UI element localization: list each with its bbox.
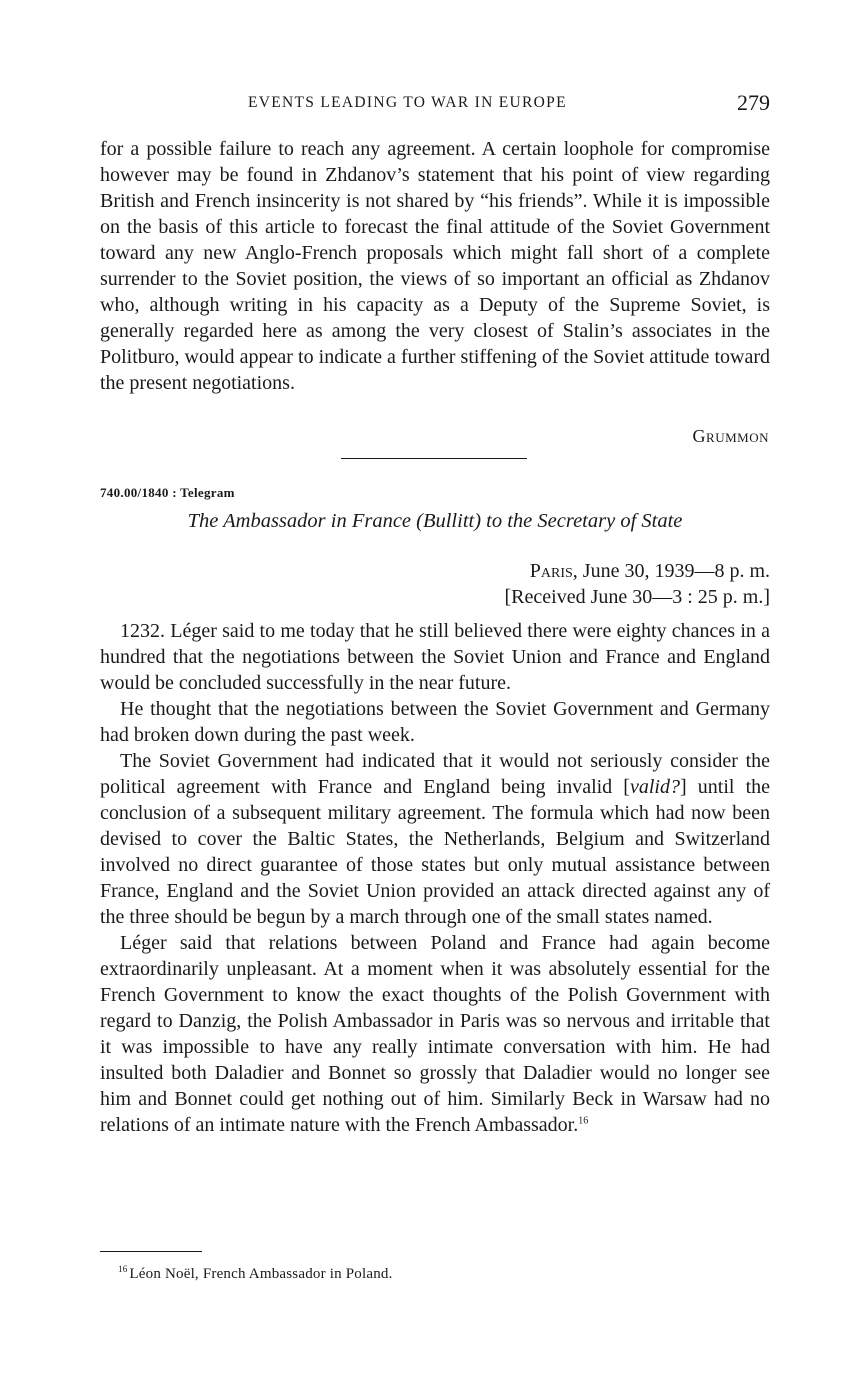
body-paragraph-4 — [100, 930, 770, 1138]
page-number: 279 — [737, 90, 770, 115]
footnote — [118, 1266, 393, 1283]
footnote-divider — [100, 1251, 202, 1252]
running-head — [100, 90, 770, 120]
body-paragraph-3-end: ] until the conclusion of a subsequent military agreement. The formula which had now been devised to cover the Baltic States, the Netherlands, Belgium and Switzerland involved no direct guarantee of those states but only mutual assistance between France, England and the Soviet Union provided an attack directed against any of the three should be begun by a march through one of the small states named. — [100, 776, 771, 928]
signature: Grummon — [692, 426, 769, 446]
document-heading: The Ambassador in France (Bullitt) to the Secretary of State — [187, 510, 683, 532]
dateline-place: Paris, — [529, 560, 578, 582]
section-divider — [341, 458, 527, 459]
continuation-paragraph-block — [100, 136, 770, 396]
body-paragraph-1: 1232. Léger said to me today that he still believed there were eighty chances in a hundred that the negotiations between the Soviet Union and France and England would be concluded successfully in the near future. — [100, 620, 770, 694]
editorial-insertion: valid? — [629, 776, 680, 798]
dateline-date: June 30, 1939—8 p. m. — [577, 560, 770, 582]
footnote-marker: 16 — [118, 1264, 128, 1274]
telegram-body — [100, 618, 770, 1138]
body-paragraph-4-text: Léger said that relations between Poland and France had again become extraordinarily unpleasant. At a moment when it was absolutely essential for the French Government to know the exact thoughts of the Polish Government with regard to Danzig, the Polish Ambassador in Paris was so nervous and irritable that it was impossible to have any really intimate conversation with him. He had insulted both Daladier and Bonnet so grossly that Daladier would no longer see him and Bonnet could get nothing out of him. Similarly Beck in Warsaw had no relations of an intimate nature with the French Ambassador. — [100, 932, 770, 1136]
file-reference: 740.00/1840 : Telegram — [100, 485, 235, 500]
footnote-text: Léon Noël, French Ambassador in Poland. — [129, 1266, 393, 1282]
received-line: [Received June 30—3 : 25 p. m.] — [504, 586, 770, 608]
body-paragraph-3 — [100, 748, 770, 930]
footnote-reference[interactable]: 16 — [578, 1115, 589, 1127]
running-title: EVENTS LEADING TO WAR IN EUROPE — [248, 94, 567, 111]
body-paragraph-2: He thought that the negotiations between the Soviet Government and Germany had broken down during the past week. — [100, 698, 770, 746]
dateline — [100, 558, 770, 584]
continuation-paragraph: for a possible failure to reach any agreement. A certain loophole for compromise however may be found in Zhdanov’s statement that his point of view regarding British and French insincerity is not shared by “his friends”. While it is impossible on the basis of this article to forecast the final attitude of the Soviet Government toward any new Anglo-French proposals which might fall short of a complete surrender to the Soviet position, the views of so important an official as Zhdanov who, although writing in his capacity as a Deputy of the Supreme Soviet, is generally regarded here as among the very closest of Stalin’s associates in the Politburo, would appear to indicate a further stiffening of the Soviet attitude toward the present negotiations. — [100, 138, 770, 394]
body-paragraph-3-start: The Soviet Government had indicated that it would not seriously consider the political agreement with France and England being invalid [ — [100, 750, 770, 798]
